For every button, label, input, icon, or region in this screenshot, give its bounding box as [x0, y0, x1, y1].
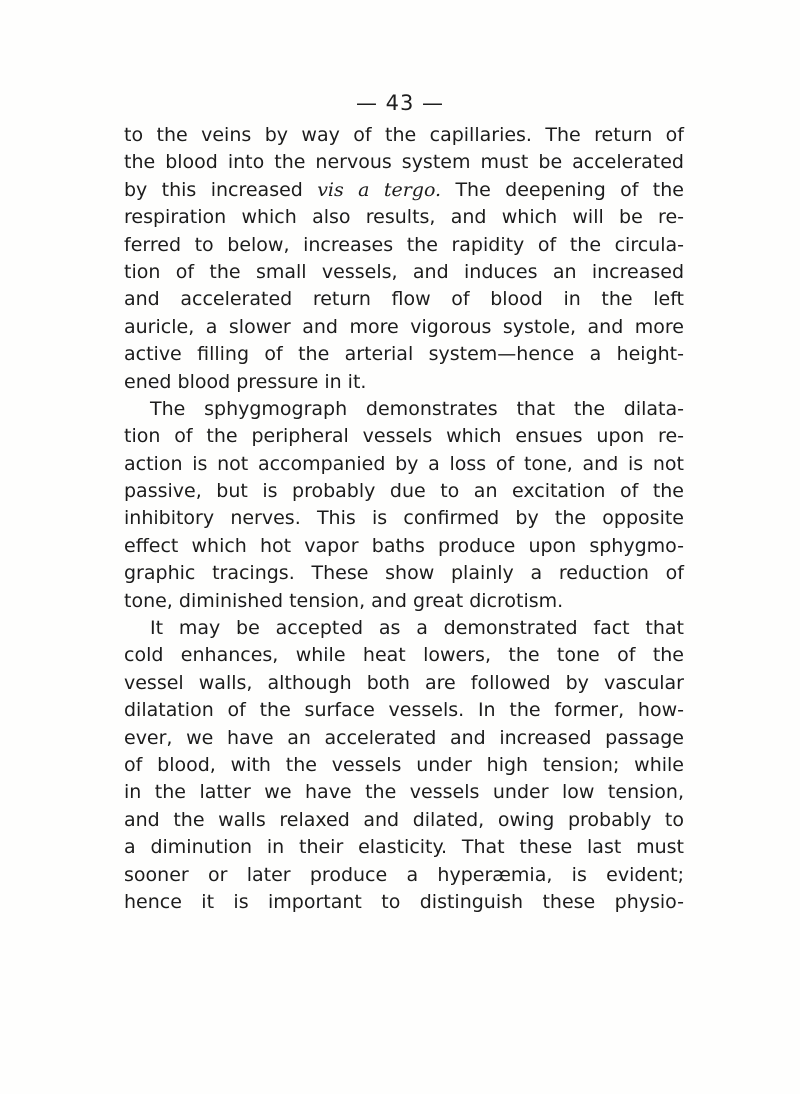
body-text [124, 122, 684, 916]
text-line: tone, diminished tension, and great dicrotism. [124, 589, 564, 612]
text-line: ferred to below, increases the rapidity of the circula- [124, 233, 684, 256]
text-line-with-italic [124, 177, 684, 204]
text-line: in the latter we have the vessels under low tension, [124, 781, 684, 804]
text-line: The sphygmograph demonstrates that the dilata- [150, 397, 684, 420]
text-run: by this increased [124, 178, 318, 201]
text-line: action is not accompanied by a loss of tone, and is not [124, 452, 684, 475]
text-line: graphic tracings. These show plainly a reduction of [124, 562, 684, 585]
text-line: passive, but is probably due to an excitation of the [124, 480, 684, 503]
text-line: effect which hot vapor baths produce upon sphygmo- [124, 534, 684, 557]
text-line: the blood into the nervous system must be accelerated [124, 151, 684, 174]
text-line: of blood, with the vessels under high tension; while [124, 753, 684, 776]
italic-latin-phrase: vis a tergo. [317, 178, 442, 201]
paragraph [124, 396, 684, 615]
text-line: and accelerated return flow of blood in the left [124, 288, 684, 311]
page-number: — 43 — [355, 91, 445, 115]
text-line: active filling of the arterial system—hence a height- [124, 343, 684, 366]
text-line: ened blood pressure in it. [124, 370, 367, 393]
paragraph [124, 122, 684, 396]
text-line: vessel walls, although both are followed by vascular [124, 671, 684, 694]
text-line: tion of the small vessels, and induces an increased [124, 260, 684, 283]
text-line: ever, we have an accelerated and increased passage [124, 726, 684, 749]
text-line: tion of the peripheral vessels which ensues upon re- [124, 425, 684, 448]
text-line: dilatation of the surface vessels. In the former, how- [124, 699, 684, 722]
text-line: hence it is important to distinguish these physio- [124, 890, 684, 913]
text-run: The deepening of the [441, 178, 684, 201]
text-line: a diminution in their elasticity. That these last must [124, 836, 684, 859]
text-line: auricle, a slower and more vigorous systole, and more [124, 315, 684, 338]
text-line: and the walls relaxed and dilated, owing probably to [124, 808, 684, 831]
text-line: respiration which also results, and which will be re- [124, 206, 684, 229]
text-line: It may be accepted as a demonstrated fact that [150, 617, 684, 640]
paragraph [124, 615, 684, 916]
text-line: inhibitory nerves. This is confirmed by the opposite [124, 507, 684, 530]
text-line: sooner or later produce a hyperæmia, is evident; [124, 863, 684, 886]
text-line: to the veins by way of the capillaries. The return of [124, 124, 684, 146]
text-line: cold enhances, while heat lowers, the tone of the [124, 644, 684, 667]
